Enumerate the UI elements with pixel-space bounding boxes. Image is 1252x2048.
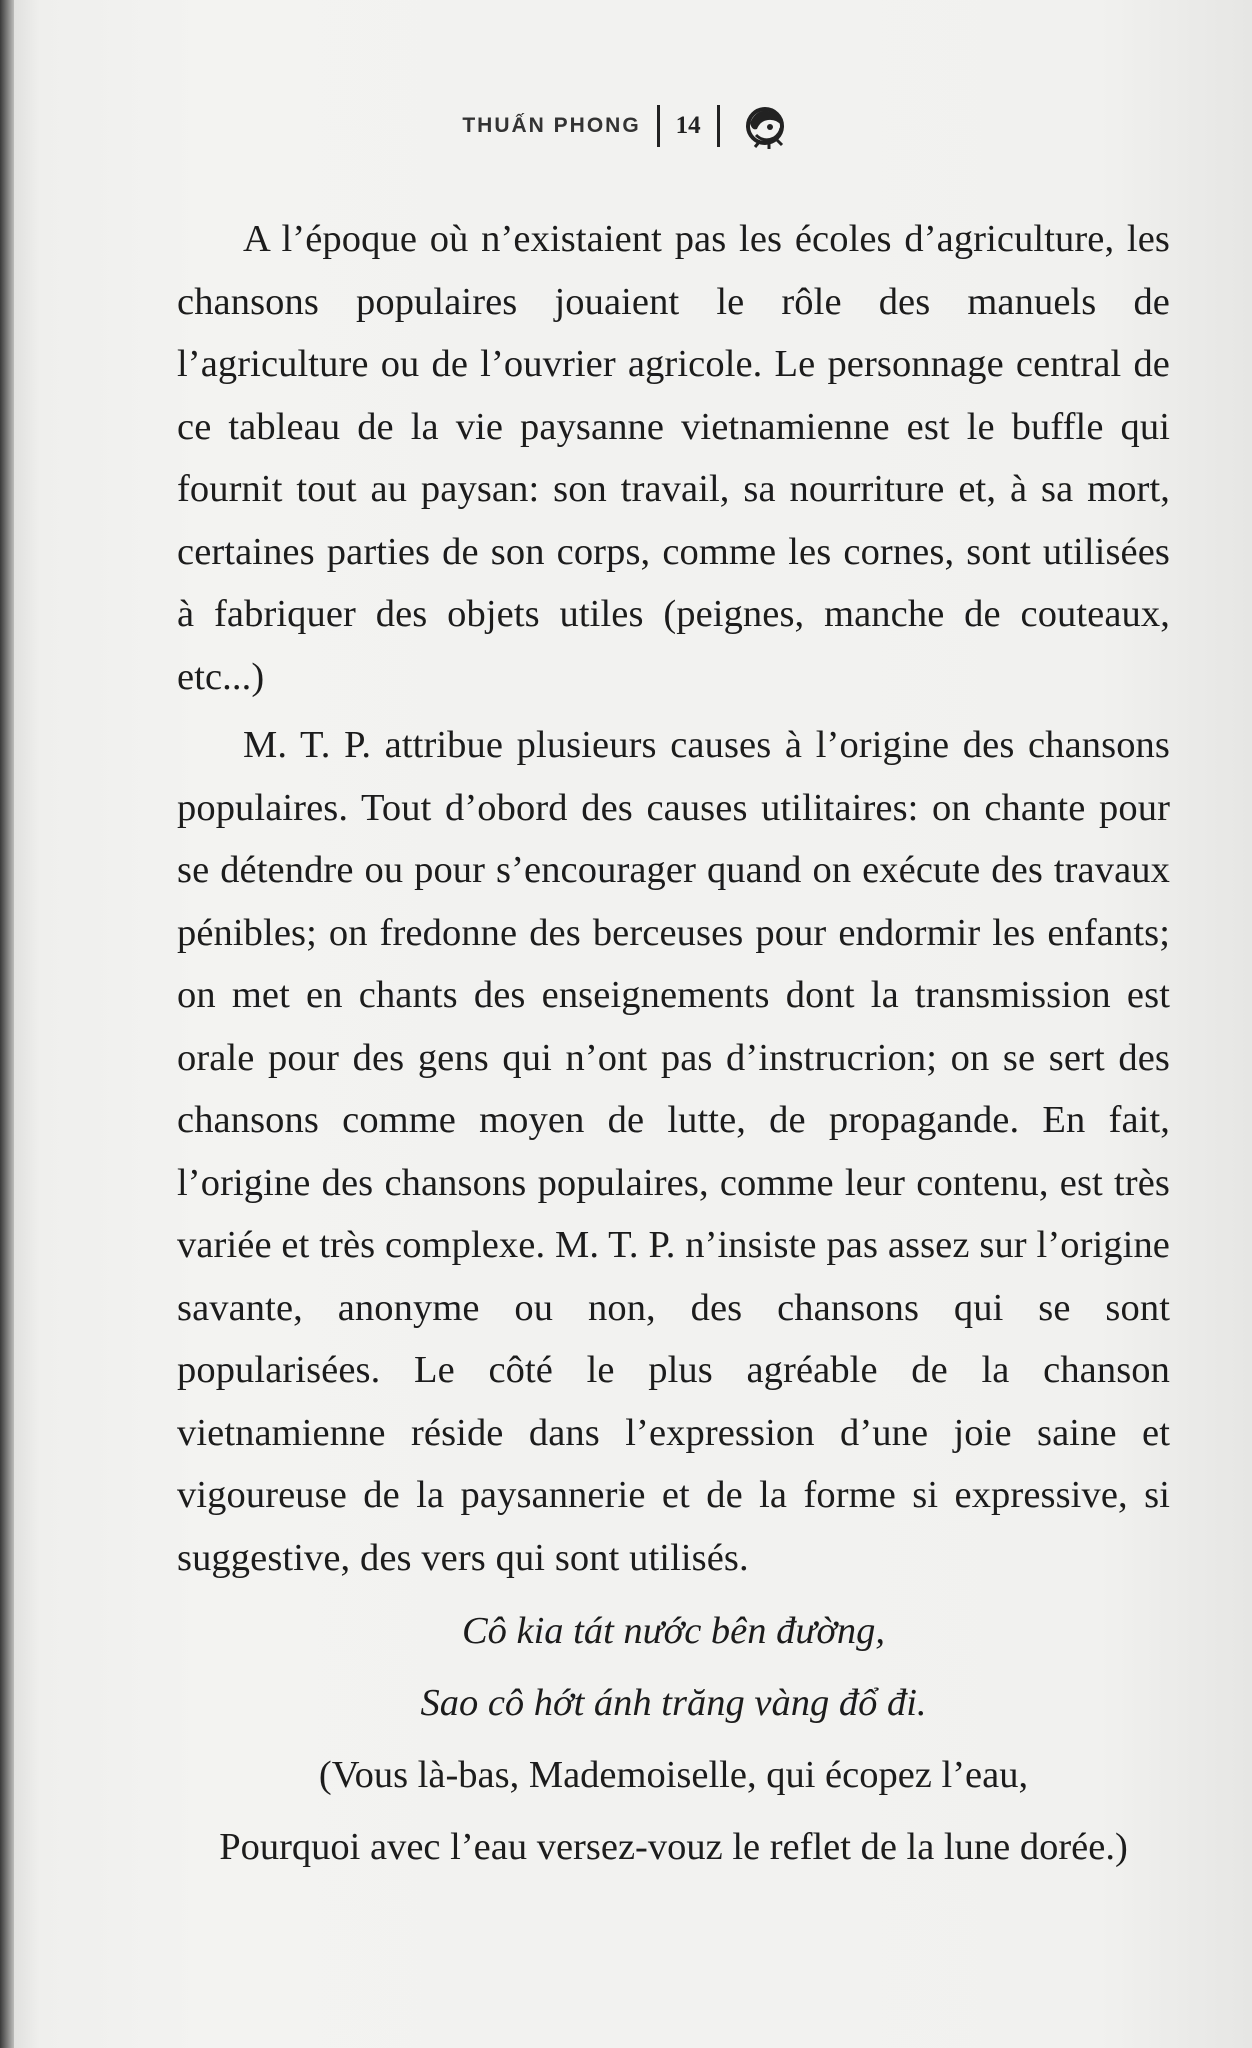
header-inner [462, 101, 789, 151]
header-separator-right [717, 105, 720, 147]
verse-vietnamese-line-1: Cô kia tát nước bên đường, [461, 1610, 886, 1652]
running-head: THUẤN PHONG [462, 114, 641, 137]
dragon-logo-icon [740, 101, 790, 151]
header-separator-left [657, 105, 660, 147]
paragraph-origins: M. T. P. attribue plusieurs causes à l’origine des chansons populaires. Tout d’obord des causes utilitaires: on chante pour se détendre ou pour s’encourager quand on exécute des travaux pénibles; on fredonne des berceuses pour endormir les enfants; on met en chants des enseignements dont la transmission est orale pour des gens qui n’ont pas d’instrucrion; on se sert des chansons comme moyen de lutte, de propagande. En fait, l’origine des chansons populaires, comme leur contenu, est très variée et très complexe. M. T. P. n’insiste pas assez sur l’origine savante, anonyme ou non, des chansons qui se sont popularisées. Le côté le plus agréable de la chanson vietnamienne réside dans l’expression d’une joie saine et vigoureuse de la paysannerie et de la forme si expressive, si suggestive, des vers qui sont utilisés. [177, 724, 1170, 1579]
spine-shadow [0, 0, 14, 2048]
verse-vietnamese-line-2: Sao cô hớt ánh trăng vàng đổ đi. [420, 1682, 927, 1724]
page-header [0, 102, 1252, 150]
page-body [177, 208, 1170, 1883]
verse-translation-line-2: Pourquoi avec l’eau versez-vouz le reflet de la lune dorée.) [219, 1826, 1128, 1868]
page-number: 14 [675, 112, 701, 139]
verse-translation-line-1: (Vous là-bas, Mademoiselle, qui écopez l’eau, [318, 1754, 1029, 1796]
paragraph-agriculture: A l’époque où n’existaient pas les écoles d’agriculture, les chansons populaires jouaient le rôle des manuels de l’agriculture ou de l’ouvrier agricole. Le personnage central de ce tableau de la vie paysanne vietnamienne est le buffle qui fournit tout au paysan: son travail, sa nourriture et, à sa mort, certaines parties de son corps, comme les cornes, sont utilisées à fabriquer des objets utiles (peignes, manche de couteaux, etc...) [177, 218, 1170, 698]
